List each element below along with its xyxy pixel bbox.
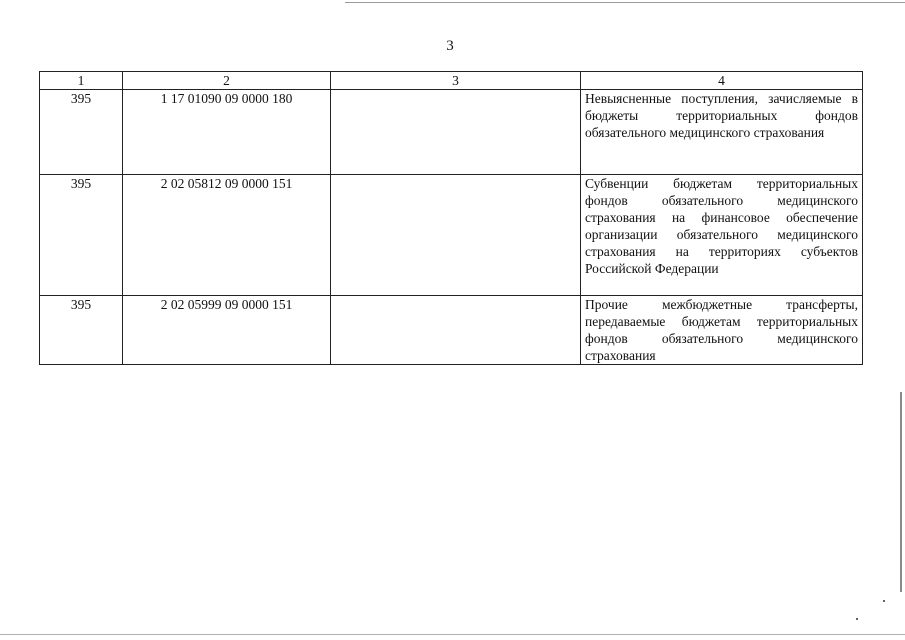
empty-cell <box>331 175 581 296</box>
empty-cell <box>331 90 581 175</box>
scan-speck <box>883 600 885 602</box>
scan-edge-line-bottom <box>0 634 905 635</box>
budget-code-cell: 2 02 05999 09 0000 151 <box>123 296 331 365</box>
admin-code-cell: 395 <box>40 175 123 296</box>
scan-edge-line-top <box>345 2 905 3</box>
scan-edge-line-right <box>900 392 902 592</box>
admin-code-cell: 395 <box>40 90 123 175</box>
column-header-1: 1 <box>40 72 123 90</box>
budget-code-cell: 2 02 05812 09 0000 151 <box>123 175 331 296</box>
scan-speck <box>856 618 858 620</box>
table-row <box>40 90 863 175</box>
admin-code-cell: 395 <box>40 296 123 365</box>
description-cell: Субвенции бюджетам территориальных фондов обязательного медицинского страхования на финансовое обеспечение организации обязательного медицинского страхования на территориях субъектов Российской Федерации <box>581 175 863 296</box>
column-header-2: 2 <box>123 72 331 90</box>
budget-classification-table <box>39 71 863 365</box>
empty-cell <box>331 296 581 365</box>
table-header-row <box>40 72 863 90</box>
table-row <box>40 175 863 296</box>
budget-code-cell: 1 17 01090 09 0000 180 <box>123 90 331 175</box>
page-number: 3 <box>446 38 454 54</box>
description-cell: Невыясненные поступления, зачисляемые в бюджеты территориальных фондов обязательного медицинского страхования <box>581 90 863 175</box>
table-row <box>40 296 863 365</box>
column-header-4: 4 <box>581 72 863 90</box>
description-cell: Прочие межбюджетные трансферты, передаваемые бюджетам территориальных фондов обязательного медицинского страхования <box>581 296 863 365</box>
column-header-3: 3 <box>331 72 581 90</box>
